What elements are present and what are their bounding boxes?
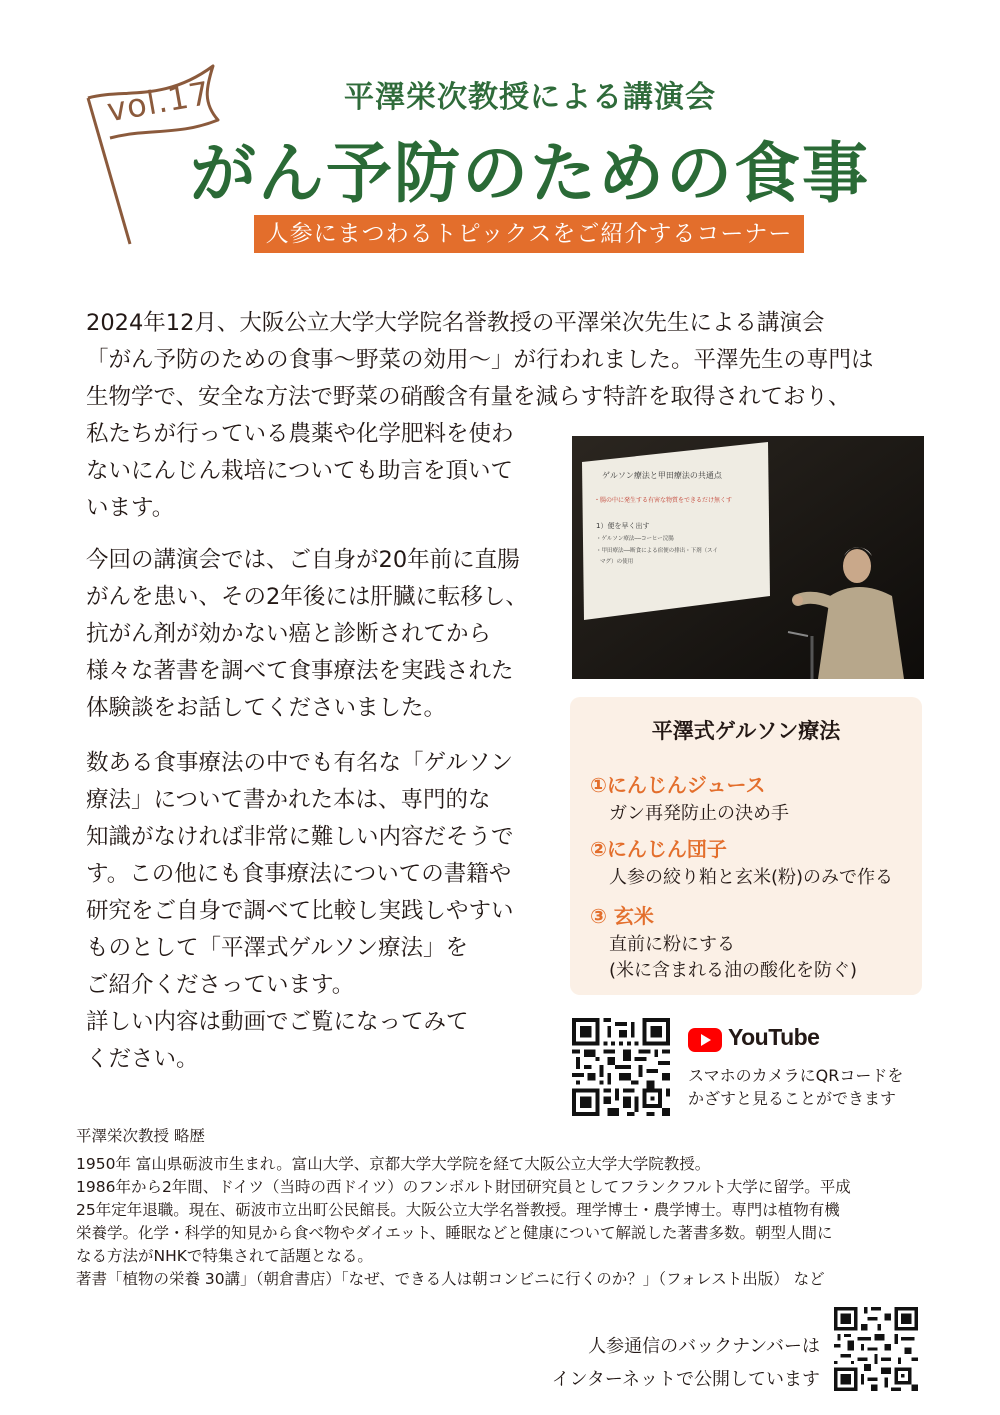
text-line: 療法」について書かれた本は、専門的な <box>86 787 491 813</box>
therapy-item-heading: ③ 玄米 <box>590 904 654 928</box>
text-line: 知識がなければ非常に難しい内容だそうで <box>86 824 514 850</box>
text-line: ご紹介くださっています。 <box>86 972 355 998</box>
text-line: 1986年から2年間、ドイツ（当時の西ドイツ）のフンボルト財団研究員としてフランクフルト大学に留学。平成 <box>76 1178 851 1196</box>
text-line: 25年定年退職。現在、砺波市立出町公民館長。大阪公立大学名誉教授。理学博士・農学博士。専門は植物有機 <box>76 1201 840 1219</box>
profile-text <box>76 1153 938 1291</box>
text-line: ないにんじん栽培についても助言を頂いて <box>86 458 514 484</box>
text-line: 抗がん剤が効かない癌と診断されてから <box>86 621 492 647</box>
therapy-item <box>590 833 893 891</box>
text-line: す。この他にも食事療法についての書籍や <box>86 861 512 887</box>
therapy-item-heading: ②にんじん団子 <box>590 837 727 861</box>
text-line: 今回の講演会では、ご自身が20年前に直腸 <box>86 547 520 573</box>
text-line: かざすと見ることができます <box>688 1089 897 1108</box>
text-line: 私たちが行っている農薬や化学肥料を使わ <box>86 421 514 447</box>
slide-line: マグ）の使用 <box>600 559 634 565</box>
qr-caption <box>688 1064 948 1110</box>
text-line: 栄養学。化学・科学的知見から食べ物やダイエット、睡眠などと健康について解説した著書多数。朝型人間に <box>76 1224 833 1242</box>
gerson-therapy-box <box>570 697 922 995</box>
speaker-head <box>843 549 871 583</box>
text-line: 著書「植物の栄養 30講」（朝倉書店）「なぜ、できる人は朝コンビニに行くのか？」（フォレスト出版） など <box>76 1270 825 1288</box>
therapy-item-desc: 直前に粉にする <box>609 934 735 955</box>
therapy-item-desc: ガン再発防止の決め手 <box>609 803 789 824</box>
youtube-wordmark: YouTube <box>728 1024 820 1050</box>
backnumber-qr-code[interactable] <box>834 1307 918 1391</box>
slide-line: ・腸の中に発生する有害な物質をできるだけ無くす <box>594 497 733 504</box>
text-line: がんを患い、その2年後には肝臓に転移し、 <box>86 584 528 610</box>
gerson-paragraph <box>86 745 546 1078</box>
text-line: 1950年 富山県砺波市生まれ。富山大学、京都大学大学院を経て大阪公立大学大学院教授。 <box>76 1155 711 1173</box>
slide-title: ゲルソン療法と甲田療法の共通点 <box>602 471 722 480</box>
text-line: 体験談をお話してくださいました。 <box>86 695 447 721</box>
text-line: なる方法がNHKで特集されて話題となる。 <box>76 1247 373 1265</box>
therapy-item-heading: ①にんじんジュース <box>590 773 766 797</box>
slide-line: ・ゲルソン療法──コーヒー浣腸 <box>596 536 674 542</box>
text-line: 2024年12月、大阪公立大学大学院名誉教授の平澤栄次先生による講演会 <box>86 310 825 336</box>
youtube-icon <box>688 1026 722 1054</box>
text-line: インターネットで公開しています <box>551 1369 820 1390</box>
youtube-qr-code[interactable] <box>572 1018 670 1116</box>
lecture-scene <box>572 436 924 679</box>
box-title: 平澤式ゲルソン療法 <box>651 719 841 743</box>
therapy-item <box>590 769 789 827</box>
vol-label: vol.17 <box>104 73 214 130</box>
slide-line: ・甲田療法──断食による宿便の排出・下剤（スイ <box>596 548 719 554</box>
text-line: 研究をご自身で調べて比較し実践しやすい <box>86 898 514 924</box>
backnumber-note <box>520 1330 820 1396</box>
therapy-item-desc: (米に含まれる油の酸化を防ぐ) <box>609 960 858 981</box>
page-title: がん予防のための食事 <box>190 135 870 212</box>
text-line: 様々な著書を調べて食事療法を実践された <box>86 658 514 684</box>
text-line: 詳しい内容は動画でご覧になってみて <box>86 1009 469 1035</box>
text-line: 「がん予防のための食事〜野菜の効用〜」が行われました。平澤先生の専門は <box>86 347 874 373</box>
intro-paragraph-cont <box>86 416 546 527</box>
text-line: ください。 <box>86 1046 199 1072</box>
page-subtitle: 平澤栄次教授による講演会 <box>344 80 716 115</box>
profile-title: 平澤栄次教授 略歴 <box>76 1127 205 1145</box>
corner-banner: 人参にまつわるトピックスをご紹介するコーナー <box>254 215 804 253</box>
text-line: ものとして「平澤式ゲルソン療法」を <box>86 935 469 961</box>
lecture-photo <box>572 436 924 679</box>
text-line: 数ある食事療法の中でも有名な「ゲルソン <box>86 750 514 776</box>
intro-paragraph <box>86 305 926 416</box>
text-line: スマホのカメラにQRコードを <box>688 1066 904 1085</box>
slide-line: 1）便を早く出す <box>596 522 650 530</box>
therapy-item-desc: 人参の絞り粕と玄米(粉)のみで作る <box>609 867 894 888</box>
therapy-item <box>590 900 857 984</box>
lecture-paragraph <box>86 542 546 727</box>
text-line: います。 <box>86 495 175 521</box>
text-line: 人参通信のバックナンバーは <box>588 1336 820 1357</box>
text-line: 生物学で、安全な方法で野菜の硝酸含有量を減らす特許を取得されており、 <box>86 384 851 410</box>
